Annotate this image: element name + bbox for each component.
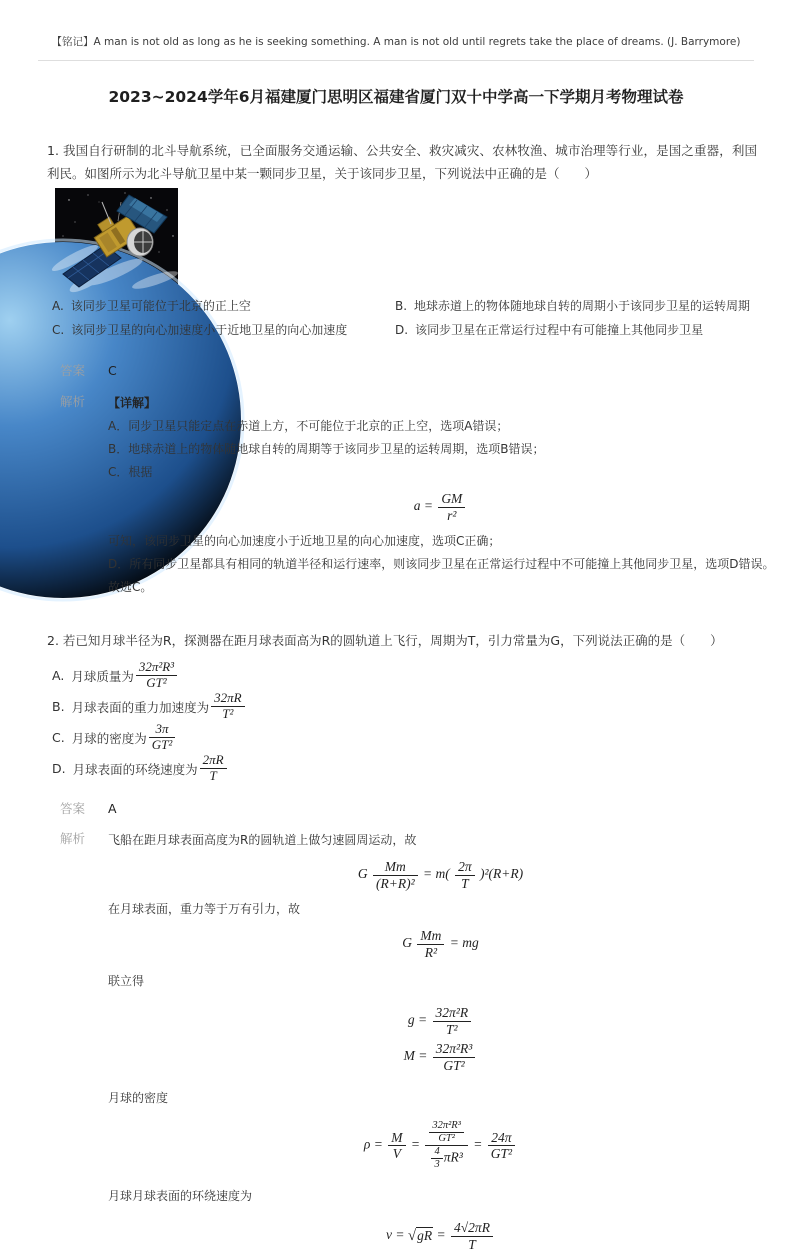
analysis-label: 解析 <box>60 394 86 409</box>
option-a-label: A. <box>52 668 65 684</box>
formula-centripetal-acceleration: a = $\frac{GM}{\text{r²}}$ <box>108 491 773 523</box>
analysis-line-4: 月球的密度 <box>108 1091 169 1106</box>
option-a-text: 月球质量为 <box>71 668 134 684</box>
answer-label: 答案 <box>60 801 86 817</box>
option-c <box>52 321 395 338</box>
analysis-line-5: 月球月球表面的环绕速度为 <box>108 1189 253 1204</box>
option-c-text: 该同步卫星的向心加速度小于近地卫星的向心加速度 <box>71 323 348 337</box>
option-c-label: C. <box>52 730 65 746</box>
question-2-answer-row <box>60 799 792 817</box>
detail-heading: 【详解】 <box>108 396 157 410</box>
option-b-label: B. <box>52 699 65 715</box>
option-c-formula: $\frac{3\pi}{\text{GT²}}$ <box>149 722 176 753</box>
satellite-illustration <box>55 188 178 286</box>
square-root: √gR <box>407 1227 433 1244</box>
option-b-text: 地球赤道上的物体随地球自转的周期小于该同步卫星的运转周期 <box>414 299 751 313</box>
option-a-formula: $\frac{\text{32π²R³}}{\text{GT²}}$ <box>136 660 177 691</box>
option-b-text: 月球表面的重力加速度为 <box>71 699 210 715</box>
answer-value: C <box>108 363 117 378</box>
question-1-analysis-row <box>60 392 792 599</box>
option-d-label: D. <box>395 323 409 337</box>
formula-gravitation-orbit: G $\frac{Mm}{\text{(R+R)²}}$ = m( $\frac{2\pi}{T}$ )²(R+R) <box>357 859 524 891</box>
question-1-analysis-content <box>108 392 773 599</box>
analysis-line-d: D．所有同步卫星都具有相同的轨道半径和运行速率，则该同步卫星在正常运行过程中不可能撞上其他同步卫星，选项D错误。 <box>108 557 775 572</box>
option-c <box>52 722 792 753</box>
option-d <box>52 753 792 784</box>
option-a <box>52 297 395 314</box>
formula-surface-gravity: G $\frac{Mm}{\text{R²}}$ = mg <box>402 928 479 960</box>
option-d-text: 月球表面的环绕速度为 <box>72 761 198 777</box>
question-1-text: 1. 我国自行研制的北斗导航系统，已全面服务交通运输、公共安全、救灾减灾、农林牧渔、城市治理等行业，是国之重器，利国利民。如图所示为北斗导航卫星中某一颗同步卫星，关于该同步卫星，下列说法中正确的是（ ） <box>47 143 757 181</box>
option-d <box>395 321 792 338</box>
option-b-formula: $\frac{32\pi R}{\text{T²}}$ <box>211 691 244 722</box>
formula-density: ρ = $\frac{M}{V}$ = $\frac{\text{32π²R³}}{\text{GT²}}$ $\frac{4}{3}$ πR³ = $\frac{24\pi}{\text{GT²}}$ <box>108 1120 773 1171</box>
question-2-options <box>52 660 792 784</box>
analysis-line-c: C．根据 <box>108 465 153 479</box>
satellite-image <box>55 188 178 286</box>
analysis-label: 解析 <box>60 831 86 847</box>
question-2-analysis-content <box>108 829 773 1259</box>
header-divider <box>38 60 754 61</box>
option-b <box>395 297 792 314</box>
option-a <box>52 660 792 691</box>
formula-orbital-speed: v = √gR = $\frac{4√2\pi R}{T}$ <box>108 1220 773 1252</box>
option-d-formula: $\frac{2\pi R}{T}$ <box>200 753 227 784</box>
option-a-label: A. <box>52 299 64 313</box>
analysis-line-b: B．地球赤道上的物体随地球自转的周期等于该同步卫星的运转周期，选项B错误； <box>108 442 545 456</box>
option-b-label: B. <box>395 299 408 313</box>
question-2-text: 2. 若已知月球半径为R，探测器在距月球表面高为R的圆轨道上飞行，周期为T，引力常量为G，下列说法正确的是（ ） <box>47 633 723 649</box>
option-b <box>52 691 792 722</box>
option-d-label: D. <box>52 761 66 777</box>
answer-label: 答案 <box>60 363 86 378</box>
answer-value: A <box>108 801 117 817</box>
question-2-analysis-row <box>60 829 792 1259</box>
header-quote: 【铭记】A man is not old as long as he is seeking something. A man is not old until regrets take the place of dreams. (J. Barrymore) <box>51 36 741 48</box>
instrument-drum <box>127 228 153 256</box>
option-d-text: 该同步卫星在正常运行过程中有可能撞上其他同步卫星 <box>415 323 704 337</box>
analysis-line-2: 在月球表面，重力等于万有引力，故 <box>108 902 301 917</box>
analysis-line-know: 可知，该同步卫星的向心加速度小于近地卫星的向心加速度，选项C正确； <box>108 534 501 549</box>
analysis-line-1: 飞船在距月球表面高度为R的圆轨道上做匀速圆周运动，故 <box>108 833 417 848</box>
analysis-line-a: A．同步卫星只能定点在赤道上方，不可能位于北京的正上空，选项A错误； <box>108 419 509 433</box>
analysis-line-final: 故选C。 <box>108 580 153 595</box>
formula-mass-result: M = $\frac{\text{32π²R³}}{\text{GT²}}$ <box>108 1041 773 1073</box>
option-c-label: C. <box>52 323 65 337</box>
formula-g-result: g = $\frac{\text{32π²R}}{\text{T²}}$ <box>108 1005 773 1037</box>
option-c-text: 月球的密度为 <box>71 730 147 746</box>
page-title: 2023~2024学年6月福建厦门思明区福建省厦门双十中学高一下学期月考物理试卷 <box>108 88 684 106</box>
analysis-line-3: 联立得 <box>108 974 145 989</box>
option-a-text: 该同步卫星可能位于北京的正上空 <box>70 299 251 313</box>
